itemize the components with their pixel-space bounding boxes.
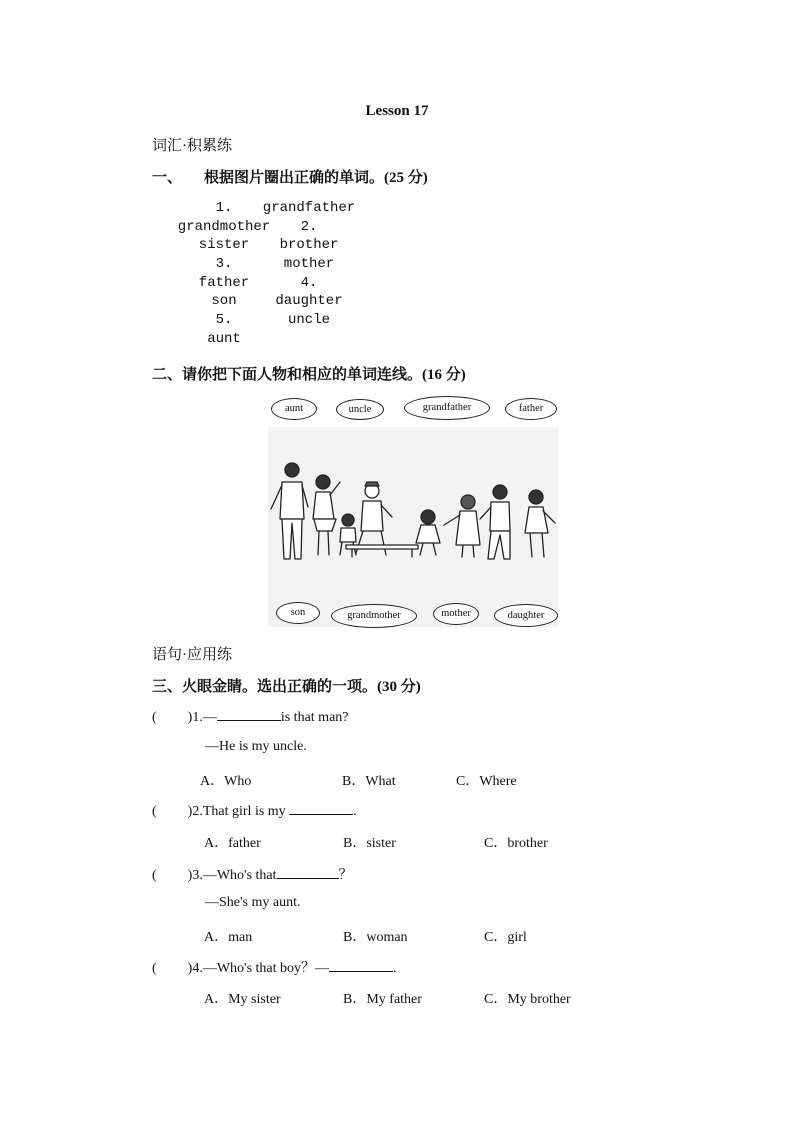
answer-paren-open: ( bbox=[152, 710, 157, 725]
oval-grandfather[interactable]: grandfather bbox=[404, 396, 490, 420]
fill-blank[interactable] bbox=[329, 959, 393, 972]
fill-blank[interactable] bbox=[289, 802, 353, 815]
question-1-reply: —He is my uncle. bbox=[205, 739, 307, 754]
oval-uncle[interactable]: uncle bbox=[336, 399, 384, 420]
question-text: 3.—Who's that bbox=[192, 868, 277, 883]
option-c[interactable]: C．My brother bbox=[484, 992, 571, 1007]
option-b[interactable]: B．What bbox=[342, 774, 396, 789]
question-text: 1.— bbox=[192, 710, 217, 725]
option-b[interactable]: B．sister bbox=[343, 836, 396, 851]
option-a[interactable]: A．My sister bbox=[204, 992, 281, 1007]
option-a[interactable]: A．father bbox=[204, 836, 261, 851]
part1-heading: 词汇·积累练 bbox=[152, 138, 232, 154]
question-text: 4.—Who's that boy？— bbox=[192, 961, 330, 976]
section3-instruction: 三、火眼金睛。选出正确的一项。(30 分) bbox=[152, 679, 421, 695]
question-3: ( )3.—Who's that ？ bbox=[152, 868, 353, 883]
part2-heading: 语句·应用练 bbox=[152, 647, 232, 663]
section1-instruction: 根据图片圈出正确的单词。(25 分) bbox=[204, 170, 428, 186]
option-b[interactable]: B．My father bbox=[343, 992, 422, 1007]
oval-mother[interactable]: mother bbox=[433, 603, 479, 625]
question-text: 2.That girl is my bbox=[192, 804, 290, 819]
fill-blank[interactable] bbox=[277, 866, 339, 879]
question-4: ( )4.—Who's that boy？— . bbox=[152, 961, 397, 976]
fill-blank[interactable] bbox=[217, 708, 281, 721]
oval-grandmother[interactable]: grandmother bbox=[331, 604, 417, 628]
option-a[interactable]: A．Who bbox=[200, 774, 252, 789]
option-c[interactable]: C．Where bbox=[456, 774, 517, 789]
option-b[interactable]: B．woman bbox=[343, 930, 408, 945]
oval-son[interactable]: son bbox=[276, 602, 320, 624]
oval-daughter[interactable]: daughter bbox=[494, 604, 558, 627]
question-3-reply: —She's my aunt. bbox=[205, 895, 301, 910]
option-c[interactable]: C．girl bbox=[484, 930, 527, 945]
section2-instruction: 二、请你把下面人物和相应的单词连线。(16 分) bbox=[152, 367, 466, 383]
question-2: ( )2.That girl is my . bbox=[152, 804, 357, 819]
option-c[interactable]: C．brother bbox=[484, 836, 548, 851]
page-title: Lesson 17 bbox=[365, 103, 429, 119]
question-text-end: is that man? bbox=[280, 710, 349, 725]
question-1: ( )1.— is that man? bbox=[152, 710, 349, 725]
option-a[interactable]: A．man bbox=[204, 930, 253, 945]
section1-label: 一、 bbox=[152, 170, 183, 186]
family-illustration bbox=[268, 427, 558, 627]
oval-aunt[interactable]: aunt bbox=[271, 398, 317, 420]
oval-father[interactable]: father bbox=[505, 398, 557, 420]
